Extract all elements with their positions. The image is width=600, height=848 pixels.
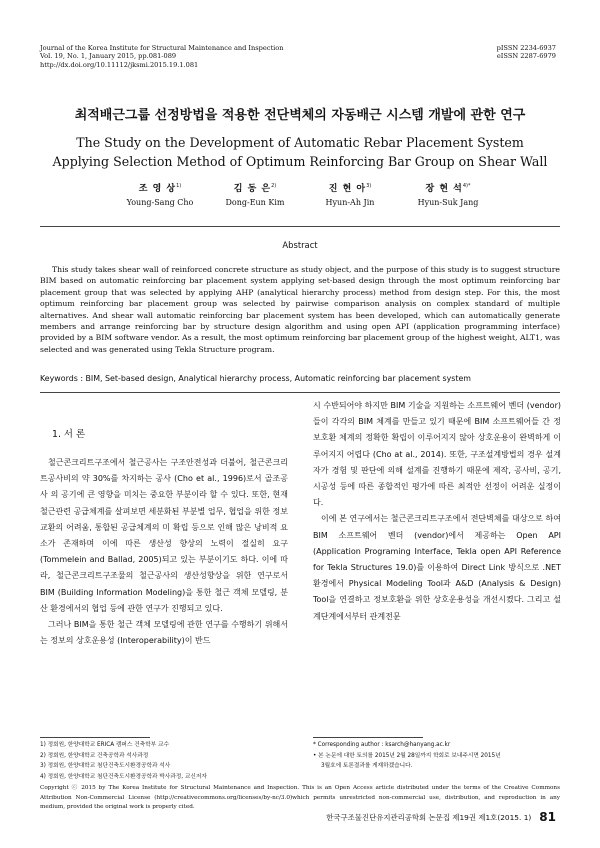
paragraph: 이에 본 연구에서는 철근콘크리트구조에서 전단벽체를 대상으로 하여 BIM 소프트웨어 벤더 (vendor)에서 제공하는 Open API (Application Programing Interface, Tekla open API Reference for Tekla Structures 19.0)를 이용하여 Direct Link 방식으로 .NET 환경에서 Physical Modeling Tool과 A&D (Analysis & Design) Tool을 연결하고 정보호환을 위한 상호운용성을 개선시켰다. 그리고 설계단계에서부터 관계전문 — [313, 514, 561, 621]
keywords: Keywords : BIM, Set-based design, Analytical hierarchy process, Automatic reinforcing bar placement system — [40, 374, 471, 383]
author-korean-name: 조 영 상 — [138, 184, 177, 194]
doi-link[interactable]: http://dx.doi.org/10.11112/jksmi.2015.19.1.081 — [40, 60, 199, 69]
footnote: 2) 정회원, 한양대학교 건축공학과 석사과정 — [40, 752, 149, 759]
footnotes-right — [313, 740, 561, 772]
footer-journal: 한국구조물진단유지관리공학회 논문집 제19권 제1호(2015. 1) — [326, 813, 532, 822]
author-korean-name: 김 동 은 — [233, 184, 272, 194]
footnote: 1) 정회원, 한양대학교 ERICA 캠퍼스 건축학부 교수 — [40, 742, 169, 748]
author-affiliation-mark: 3) — [366, 183, 372, 189]
footnote: 3월호에 토론결과를 게재하겠습니다. — [321, 763, 413, 769]
footnote-rule-left — [40, 737, 150, 738]
english-title-line1: The Study on the Development of Automatic Rebar Placement System — [76, 135, 524, 150]
author-english-name: Young-Sang Cho — [126, 198, 194, 207]
eissn: eISSN 2287-6979 — [496, 52, 556, 61]
page-number: 81 — [539, 810, 556, 824]
footnote: * Corresponding author : ksarch@hanyang.ac.kr — [313, 742, 451, 748]
paragraph: 그러나 BIM을 통한 철근 객체 모델링에 관한 연구를 수행하기 위해서는 정보의 상호운용성 (Interoperability)이 반드 — [40, 620, 288, 646]
paragraph: 철근콘크리트구조에서 철근공사는 구조안전성과 더불어, 철근콘크리트공사비의 약 30%를 차지하는 공사 (Cho et al., 1996)로서 골조공사 의 공기에 큰 영향을 미치는 중요한 부분이라 할 수 있다. 또한, 현재 철근관련 공급체계를 살펴보면 세분화된 부분별 업무, 협업을 위한 정보교환의 어려움, 통합된 공급체계의 미 확립 등으로 인해 많은 낭비적 요소가 존재하며 이에 따른 생산성 향상의 노력이 절실히 요구 (Tommelein and Ballad, 2005)되고 있는 부분이기도 하다. 이에 따라, 철근콘크리트구조물의 철근공사의 생산성향상을 위한 연구로서 BIM (Building Information Modeling)을 통한 철근 객체 모델링, 분산 환경에서의 협업 등에 관한 연구가 진행되고 있다. — [40, 458, 288, 613]
divider-top — [40, 226, 560, 227]
english-title-line2: Applying Selection Method of Optimum Reinforcing Bar Group on Shear Wall — [52, 154, 548, 169]
author-english-name: Hyun-Ah Jin — [325, 198, 375, 207]
abstract-text: This study takes shear wall of reinforced concrete structure as study object, and the purpose of this study is to suggest structure BIM based on automatic reinforcing bar placement system applying set-based design through the most optimum reinforcing bar placement group that was selected by applying AHP (analytical hierarchy process) method from design step. For this, the most optimum reinforcing bar placement group was selected by pairwise comparison analysis on complex standard of multiple alternatives. And shear wall automatic reinforcing bar placement system has been developed, which can automatically generate members and arrange reinforcing bar by structure design algorithm and using open API (application programming interface) provided by a BIM software vendor. As a result, the most optimum reinforcing bar placement group of the highest weight, ALT1, was selected and was generated using Tekla Structure program. — [40, 265, 560, 354]
divider-bottom — [40, 392, 560, 393]
footnote: 4) 정회원, 한양대학교 첨단건축도시환경공학과 박사과정, 교신저자 — [40, 773, 207, 780]
footnotes-left — [40, 740, 288, 782]
section-title: 1. 서 론 — [52, 429, 86, 440]
author-affiliation-mark: 2) — [271, 183, 277, 189]
author-affiliation-mark: 4)* — [462, 183, 471, 189]
author-korean-name: 장 현 석 — [425, 184, 463, 194]
journal-name: Journal of the Korea Institute for Structural Maintenance and Inspection — [40, 44, 284, 52]
page-footer — [326, 810, 556, 824]
body-column-left — [40, 455, 288, 649]
footnote: 3) 정회원, 한양대학교 첨단건축도시환경공학과 석사 — [40, 763, 171, 769]
body-column-right — [313, 398, 561, 625]
paragraph: 시 수반되어야 하지만 BIM 기술을 지원하는 소프트웨어 벤더 (vendor)들이 각각의 BIM 체계를 만들고 있기 때문에 BIM 소프트웨어들 간 정보호환 체계의 정확한 확립이 이루어지지 않아 상호운용이 완벽하게 이루어지지 어렵다 (Cho at al., 2014). 또한, 구조설계방법의 경우 설계자가 경험 및 판단에 의해 설계를 진행하기 때문에 제작, 공사비, 공기, 시공성 등에 따른 종합적인 평가에 따른 최적안 선정이 어려운 실정이다. — [313, 401, 561, 508]
author-korean-name: 진 현 아 — [328, 184, 367, 194]
pissn: pISSN 2234-6937 — [496, 44, 556, 52]
author-english-name: Hyun-Suk Jang — [417, 198, 479, 207]
korean-title: 최적배근그룹 선정방법을 적용한 전단벽체의 자동배근 시스템 개발에 관한 연구 — [74, 108, 526, 123]
copyright-notice: Copyright ⓒ 2015 by The Korea Institute for Structural Maintenance and Inspection. This is an Open Access article distributed under the terms of the Creative Commons Attribution Non-Commercial License (http://creativecommons.org/licenses/by-nc/3.0)which permits unrestricted non-commercial use, distribution, and reproduction in any medium, provided the original work is properly cited. — [40, 785, 560, 811]
author-english-name: Dong-Eun Kim — [225, 198, 285, 207]
author-affiliation-mark: 1) — [176, 183, 182, 189]
journal-volume: Vol. 19, No. 1, January 2015, pp.081-089 — [40, 52, 177, 61]
footnote: • 본 논문에 대한 토의를 2015년 2월 28일까지 학회로 보내주시면 2015년 — [313, 752, 501, 759]
english-title — [0, 133, 600, 171]
abstract-heading: Abstract — [282, 240, 318, 250]
journal-header — [40, 44, 370, 69]
issn-block — [436, 44, 556, 61]
footnote-rule-right — [313, 737, 423, 738]
author-4 — [378, 181, 518, 207]
